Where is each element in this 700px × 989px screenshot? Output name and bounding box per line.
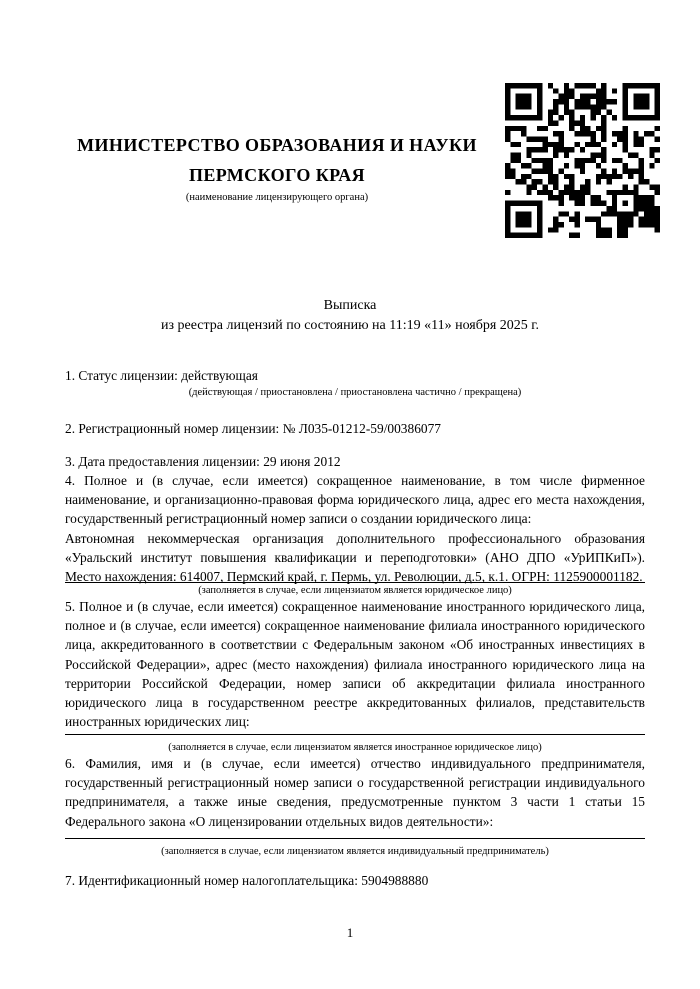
extract-title-block — [55, 296, 645, 336]
document-body — [65, 366, 645, 891]
ministry-name-line2: ПЕРМСКОГО КРАЯ — [188, 165, 366, 185]
extract-title: Выписка — [323, 298, 377, 313]
foreign-entity-caption: (заполняется в случае, если лицензиатом является иностранное юридическое лицо) — [168, 741, 542, 753]
registration-number-line: 2. Регистрационный номер лицензии: № Л035-01212-59/00386077 — [65, 421, 441, 437]
ministry-name-line1: МИНИСТЕРСТВО ОБРАЗОВАНИЯ И НАУКИ — [77, 135, 477, 155]
extract-subtitle: из реестра лицензий по состоянию на 11:19 «11» ноября 2025 г. — [161, 318, 539, 333]
entrepreneur-caption: (заполняется в случае, если лицензиатом является индивидуальный предприниматель) — [161, 845, 549, 857]
qr-code-icon — [505, 83, 660, 238]
legal-entity-caption: (заполняется в случае, если лицензиатом является юридическое лицо) — [198, 584, 512, 596]
page-number: 1 — [346, 925, 354, 940]
taxpayer-number-line: 7. Идентификационный номер налогоплательщика: 5904988880 — [65, 873, 429, 889]
grant-date-line: 3. Дата предоставления лицензии: 29 июня 2012 — [65, 453, 341, 469]
fill-in-line — [65, 838, 645, 839]
status-options-caption: (действующая / приостановлена / приостановлена частично / прекращена) — [188, 387, 522, 399]
legal-entity-answer: Автономная некоммерческая организация дополнительного профессионального образования «Уральский институт повышения квалификации и переподготовки» (АНО ДПО «УрИПКиП»). Место нахождения: 614007, Пермский край, г. Пермь, ул. Революции, д.5, к.1. ОГРН: 1125900001182. — [65, 530, 645, 585]
ministry-header — [65, 130, 489, 204]
fill-in-line — [65, 734, 645, 735]
license-status-line: 1. Статус лицензии: действующая — [65, 368, 258, 383]
entrepreneur-question: 6. Фамилия, имя и (в случае, если имеется) отчество индивидуального предпринимателя, государственный регистрационный номер записи о государственной регистрации индивидуального предпринимателя, а также иные сведения, предусмотренные пунктом 3 части 1 статьи 15 Федерального закона «О лицензировании отдельных видов деятельности»: — [65, 755, 645, 829]
foreign-entity-question: 5. Полное и (в случае, если имеется) сокращенное наименование иностранного юридического лица, полное и (в случае, если имеется) сокращенное наименование филиала иностранного юридического лица, аккредитованного в соответствии с Федеральным законом «Об иностранных инвестициях в Российской Федерации», адрес (место нахождения) филиала иностранного юридического лица на территории Российской Федерации, номер записи об аккредитации филиала иностранного юридического лица в государственном реестре аккредитованных филиалов, представительств иностранных юридических лиц: — [65, 598, 645, 730]
licensing-authority-caption: (наименование лицензирующего органа) — [185, 192, 369, 203]
legal-entity-question: 4. Полное и (в случае, если имеется) сокращенное наименование, в том числе фирменное наименование, и организационно-правовая форма юридического лица, адрес его места нахождения, государственный регистрационный номер записи о создании юридического лица: — [65, 472, 645, 527]
